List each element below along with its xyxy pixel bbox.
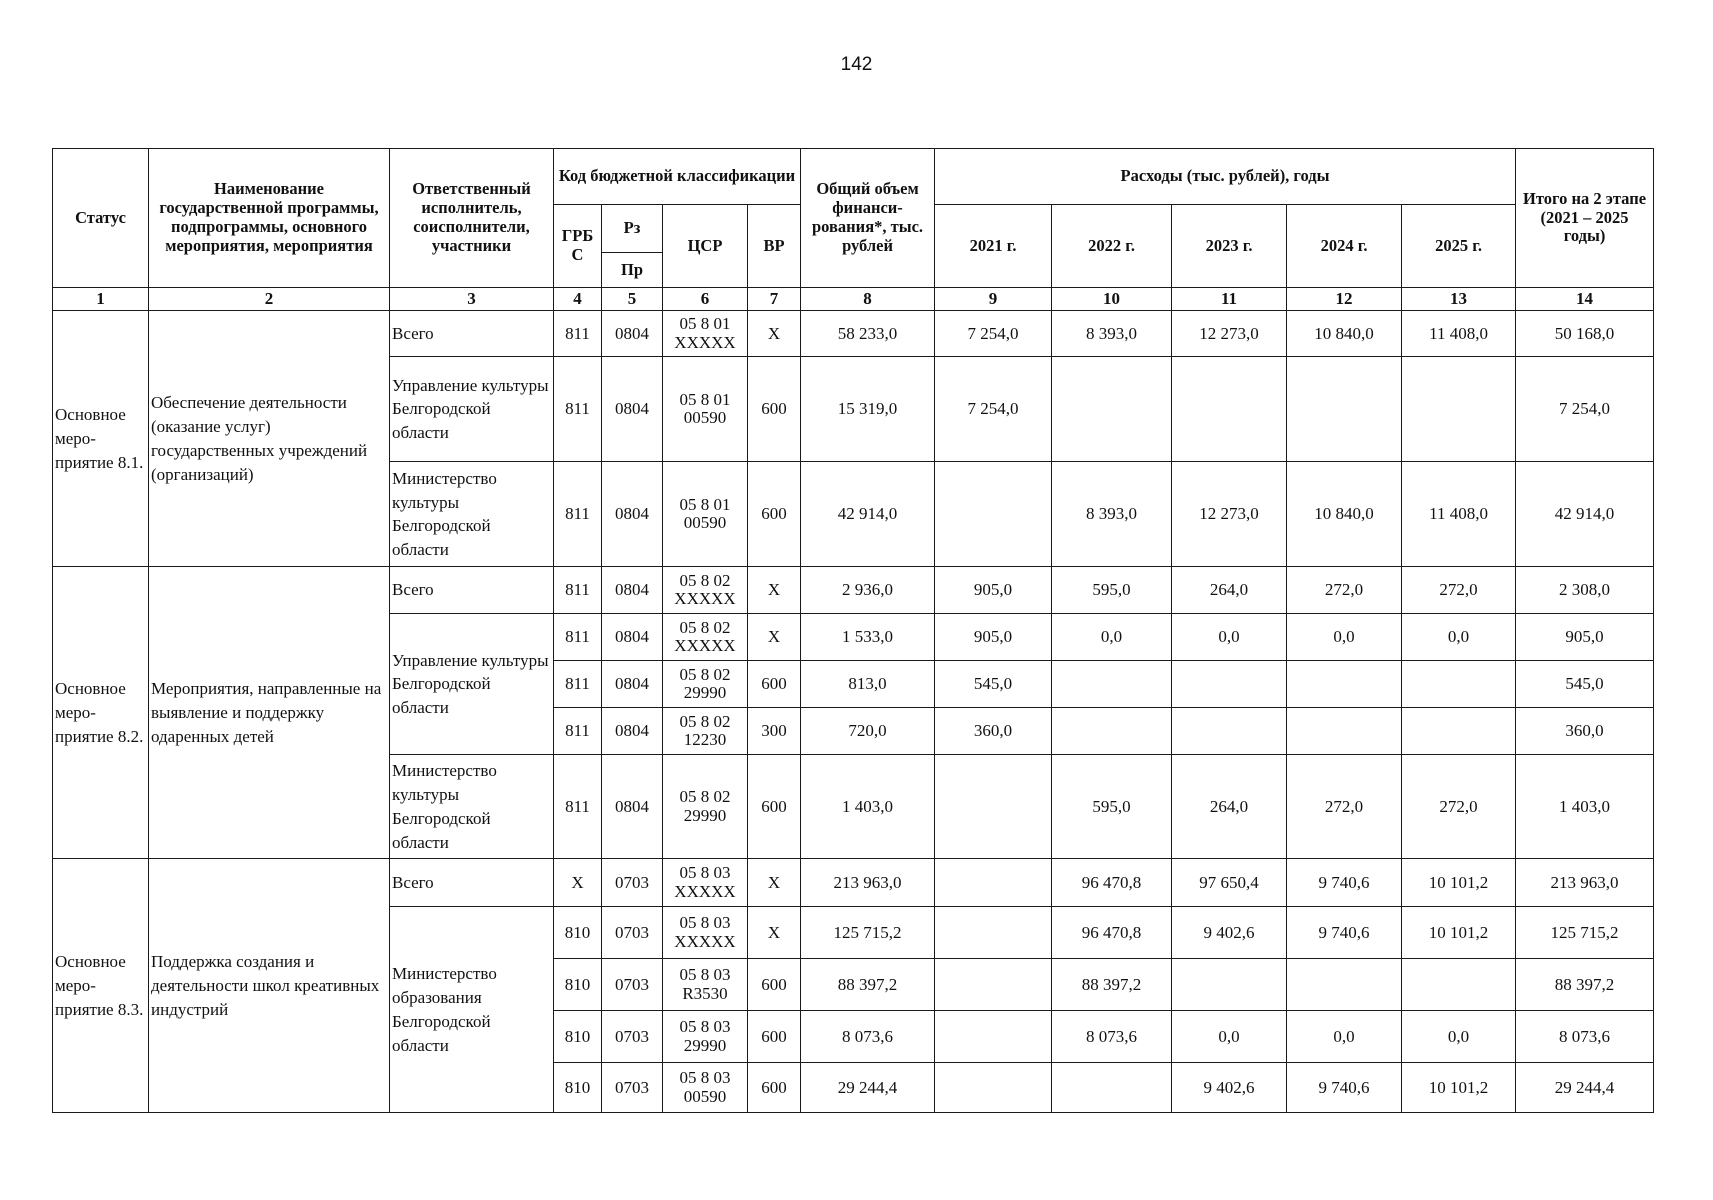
cell-total: 1 403,0 <box>801 755 935 859</box>
cell-total: 29 244,4 <box>801 1063 935 1113</box>
cell-grbs: 811 <box>554 462 602 567</box>
cell-csr: 05 8 03 R3530 <box>663 959 748 1011</box>
cell-itogo: 360,0 <box>1516 708 1654 755</box>
budget-table <box>52 148 1654 1113</box>
col-number: 7 <box>748 288 801 311</box>
cell-rz: 0804 <box>602 614 663 661</box>
cell-csr: 05 8 02 12230 <box>663 708 748 755</box>
cell-2024: 272,0 <box>1287 755 1402 859</box>
cell-vr: 600 <box>748 357 801 462</box>
cell-2021: 905,0 <box>935 567 1052 614</box>
cell-vr: Х <box>748 859 801 907</box>
cell-2021 <box>935 859 1052 907</box>
col-number: 4 <box>554 288 602 311</box>
col-number: 9 <box>935 288 1052 311</box>
row-executor: Министерство культуры Белгородской области <box>390 462 554 567</box>
cell-itogo: 545,0 <box>1516 661 1654 708</box>
cell-csr: 05 8 02 29990 <box>663 755 748 859</box>
table-body <box>53 311 1654 1113</box>
row-executor: Всего <box>390 859 554 907</box>
cell-vr: 600 <box>748 959 801 1011</box>
cell-2021: 360,0 <box>935 708 1052 755</box>
table-header <box>53 149 1654 311</box>
cell-grbs: 810 <box>554 1063 602 1113</box>
cell-grbs: 811 <box>554 708 602 755</box>
header-vr: ВР <box>748 205 801 288</box>
header-executor: Ответственный исполнитель, соисполнители, участники <box>390 149 554 288</box>
cell-2023: 97 650,4 <box>1172 859 1287 907</box>
cell-2023 <box>1172 661 1287 708</box>
cell-itogo: 8 073,6 <box>1516 1011 1654 1063</box>
cell-2024: 0,0 <box>1287 614 1402 661</box>
cell-total: 2 936,0 <box>801 567 935 614</box>
col-number: 1 <box>53 288 149 311</box>
cell-csr: 05 8 02 XXXXX <box>663 614 748 661</box>
cell-total: 1 533,0 <box>801 614 935 661</box>
cell-rz: 0804 <box>602 311 663 357</box>
cell-rz: 0703 <box>602 1063 663 1113</box>
cell-2025 <box>1402 661 1516 708</box>
cell-grbs: 811 <box>554 755 602 859</box>
col-number: 2 <box>149 288 390 311</box>
cell-2025: 10 101,2 <box>1402 907 1516 959</box>
cell-csr: 05 8 03 XXXXX <box>663 859 748 907</box>
cell-2024: 10 840,0 <box>1287 311 1402 357</box>
cell-2022 <box>1052 708 1172 755</box>
cell-rz: 0703 <box>602 907 663 959</box>
cell-2025: 10 101,2 <box>1402 859 1516 907</box>
header-total: Общий объем финанси-рования*, тыс. рублей <box>801 149 935 288</box>
cell-2023 <box>1172 959 1287 1011</box>
cell-vr: 600 <box>748 462 801 567</box>
cell-vr: 600 <box>748 661 801 708</box>
cell-2024: 0,0 <box>1287 1011 1402 1063</box>
cell-2023: 264,0 <box>1172 567 1287 614</box>
cell-grbs: 810 <box>554 907 602 959</box>
cell-2022: 96 470,8 <box>1052 859 1172 907</box>
cell-2021 <box>935 1011 1052 1063</box>
cell-rz: 0703 <box>602 959 663 1011</box>
row-status: Основное меро-приятие 8.3. <box>53 859 149 1113</box>
row-executor: Всего <box>390 311 554 357</box>
cell-2023: 9 402,6 <box>1172 1063 1287 1113</box>
cell-2024 <box>1287 661 1402 708</box>
cell-grbs: 811 <box>554 614 602 661</box>
cell-total: 42 914,0 <box>801 462 935 567</box>
cell-grbs: Х <box>554 859 602 907</box>
col-number: 3 <box>390 288 554 311</box>
cell-total: 125 715,2 <box>801 907 935 959</box>
cell-2024 <box>1287 708 1402 755</box>
cell-2021 <box>935 1063 1052 1113</box>
col-number: 14 <box>1516 288 1654 311</box>
header-year-2024: 2024 г. <box>1287 205 1402 288</box>
row-status: Основное меро-приятие 8.2. <box>53 567 149 859</box>
cell-vr: 600 <box>748 1011 801 1063</box>
header-name: Наименование государственной программы, подпрограммы, основного мероприятия, мероприятия <box>149 149 390 288</box>
cell-2025: 11 408,0 <box>1402 462 1516 567</box>
cell-total: 8 073,6 <box>801 1011 935 1063</box>
header-year-2025: 2025 г. <box>1402 205 1516 288</box>
cell-2021: 905,0 <box>935 614 1052 661</box>
cell-2022: 595,0 <box>1052 755 1172 859</box>
cell-2024: 272,0 <box>1287 567 1402 614</box>
header-pr: Пр <box>602 253 663 288</box>
cell-itogo: 29 244,4 <box>1516 1063 1654 1113</box>
cell-2023: 0,0 <box>1172 1011 1287 1063</box>
col-number: 11 <box>1172 288 1287 311</box>
cell-2021 <box>935 462 1052 567</box>
cell-2022: 96 470,8 <box>1052 907 1172 959</box>
cell-csr: 05 8 01 00590 <box>663 357 748 462</box>
col-number: 10 <box>1052 288 1172 311</box>
cell-itogo: 2 308,0 <box>1516 567 1654 614</box>
cell-grbs: 810 <box>554 1011 602 1063</box>
cell-2022: 8 393,0 <box>1052 462 1172 567</box>
row-name: Мероприятия, направленные на выявление и поддержку одаренных детей <box>149 567 390 859</box>
row-executor: Управление культуры Белгородской области <box>390 614 554 755</box>
header-csr: ЦСР <box>663 205 748 288</box>
cell-vr: Х <box>748 907 801 959</box>
cell-2025 <box>1402 708 1516 755</box>
row-executor: Управление культуры Белгородской области <box>390 357 554 462</box>
row-status: Основное меро-приятие 8.1. <box>53 311 149 567</box>
cell-2022: 8 073,6 <box>1052 1011 1172 1063</box>
header-rz: Рз <box>602 205 663 253</box>
table-row <box>53 567 1654 614</box>
row-executor: Всего <box>390 567 554 614</box>
cell-2022 <box>1052 1063 1172 1113</box>
cell-csr: 05 8 02 29990 <box>663 661 748 708</box>
cell-vr: 300 <box>748 708 801 755</box>
cell-2022: 595,0 <box>1052 567 1172 614</box>
cell-total: 15 319,0 <box>801 357 935 462</box>
table-row <box>53 311 1654 357</box>
row-executor: Министерство образования Белгородской области <box>390 907 554 1113</box>
header-year-2023: 2023 г. <box>1172 205 1287 288</box>
cell-csr: 05 8 03 XXXXX <box>663 907 748 959</box>
cell-2023: 0,0 <box>1172 614 1287 661</box>
cell-2021 <box>935 755 1052 859</box>
header-itogo: Итого на 2 этапе (2021 – 2025 годы) <box>1516 149 1654 288</box>
cell-2024 <box>1287 357 1402 462</box>
cell-2025: 272,0 <box>1402 755 1516 859</box>
cell-rz: 0804 <box>602 462 663 567</box>
col-number: 6 <box>663 288 748 311</box>
cell-2025: 0,0 <box>1402 1011 1516 1063</box>
cell-itogo: 50 168,0 <box>1516 311 1654 357</box>
cell-vr: Х <box>748 311 801 357</box>
cell-2025: 272,0 <box>1402 567 1516 614</box>
header-budget-code: Код бюджетной классификации <box>554 149 801 205</box>
cell-rz: 0703 <box>602 859 663 907</box>
table-row <box>53 859 1654 907</box>
cell-2023 <box>1172 708 1287 755</box>
header-status: Статус <box>53 149 149 288</box>
cell-2023 <box>1172 357 1287 462</box>
cell-csr: 05 8 03 00590 <box>663 1063 748 1113</box>
cell-2025 <box>1402 959 1516 1011</box>
cell-2023: 12 273,0 <box>1172 311 1287 357</box>
cell-csr: 05 8 02 XXXXX <box>663 567 748 614</box>
col-number: 12 <box>1287 288 1402 311</box>
cell-2022 <box>1052 357 1172 462</box>
cell-2022 <box>1052 661 1172 708</box>
cell-total: 213 963,0 <box>801 859 935 907</box>
cell-csr: 05 8 01 XXXXX <box>663 311 748 357</box>
cell-rz: 0703 <box>602 1011 663 1063</box>
cell-2024: 10 840,0 <box>1287 462 1402 567</box>
cell-2025: 11 408,0 <box>1402 311 1516 357</box>
cell-rz: 0804 <box>602 661 663 708</box>
cell-2023: 12 273,0 <box>1172 462 1287 567</box>
cell-rz: 0804 <box>602 708 663 755</box>
cell-grbs: 810 <box>554 959 602 1011</box>
cell-2024 <box>1287 959 1402 1011</box>
cell-grbs: 811 <box>554 311 602 357</box>
cell-2022: 0,0 <box>1052 614 1172 661</box>
cell-2021 <box>935 907 1052 959</box>
cell-2022: 88 397,2 <box>1052 959 1172 1011</box>
col-number: 13 <box>1402 288 1516 311</box>
cell-csr: 05 8 01 00590 <box>663 462 748 567</box>
cell-2025: 0,0 <box>1402 614 1516 661</box>
row-name: Поддержка создания и деятельности школ креативных индустрий <box>149 859 390 1113</box>
header-year-2021: 2021 г. <box>935 205 1052 288</box>
page-number: 142 <box>840 54 873 75</box>
cell-2021: 7 254,0 <box>935 357 1052 462</box>
cell-rz: 0804 <box>602 357 663 462</box>
cell-2024: 9 740,6 <box>1287 907 1402 959</box>
cell-vr: 600 <box>748 755 801 859</box>
cell-rz: 0804 <box>602 755 663 859</box>
cell-2025 <box>1402 357 1516 462</box>
row-name: Обеспечение деятельности (оказание услуг) государственных учреждений (организаций) <box>149 311 390 567</box>
cell-grbs: 811 <box>554 567 602 614</box>
col-number: 5 <box>602 288 663 311</box>
cell-itogo: 7 254,0 <box>1516 357 1654 462</box>
cell-2021: 7 254,0 <box>935 311 1052 357</box>
cell-2022: 8 393,0 <box>1052 311 1172 357</box>
cell-itogo: 88 397,2 <box>1516 959 1654 1011</box>
cell-2024: 9 740,6 <box>1287 1063 1402 1113</box>
cell-2025: 10 101,2 <box>1402 1063 1516 1113</box>
cell-total: 813,0 <box>801 661 935 708</box>
row-executor: Министерство культуры Белгородской области <box>390 755 554 859</box>
cell-itogo: 42 914,0 <box>1516 462 1654 567</box>
cell-vr: 600 <box>748 1063 801 1113</box>
cell-2021: 545,0 <box>935 661 1052 708</box>
cell-itogo: 125 715,2 <box>1516 907 1654 959</box>
cell-vr: Х <box>748 614 801 661</box>
col-number: 8 <box>801 288 935 311</box>
cell-2024: 9 740,6 <box>1287 859 1402 907</box>
cell-grbs: 811 <box>554 661 602 708</box>
cell-2023: 9 402,6 <box>1172 907 1287 959</box>
header-expenses: Расходы (тыс. рублей), годы <box>935 149 1516 205</box>
cell-itogo: 905,0 <box>1516 614 1654 661</box>
header-year-2022: 2022 г. <box>1052 205 1172 288</box>
cell-itogo: 1 403,0 <box>1516 755 1654 859</box>
cell-csr: 05 8 03 29990 <box>663 1011 748 1063</box>
header-grbs: ГРБ С <box>554 205 602 288</box>
cell-vr: Х <box>748 567 801 614</box>
column-number-row <box>53 288 1654 311</box>
cell-grbs: 811 <box>554 357 602 462</box>
cell-total: 88 397,2 <box>801 959 935 1011</box>
cell-total: 58 233,0 <box>801 311 935 357</box>
cell-2023: 264,0 <box>1172 755 1287 859</box>
cell-itogo: 213 963,0 <box>1516 859 1654 907</box>
cell-2021 <box>935 959 1052 1011</box>
cell-rz: 0804 <box>602 567 663 614</box>
cell-total: 720,0 <box>801 708 935 755</box>
